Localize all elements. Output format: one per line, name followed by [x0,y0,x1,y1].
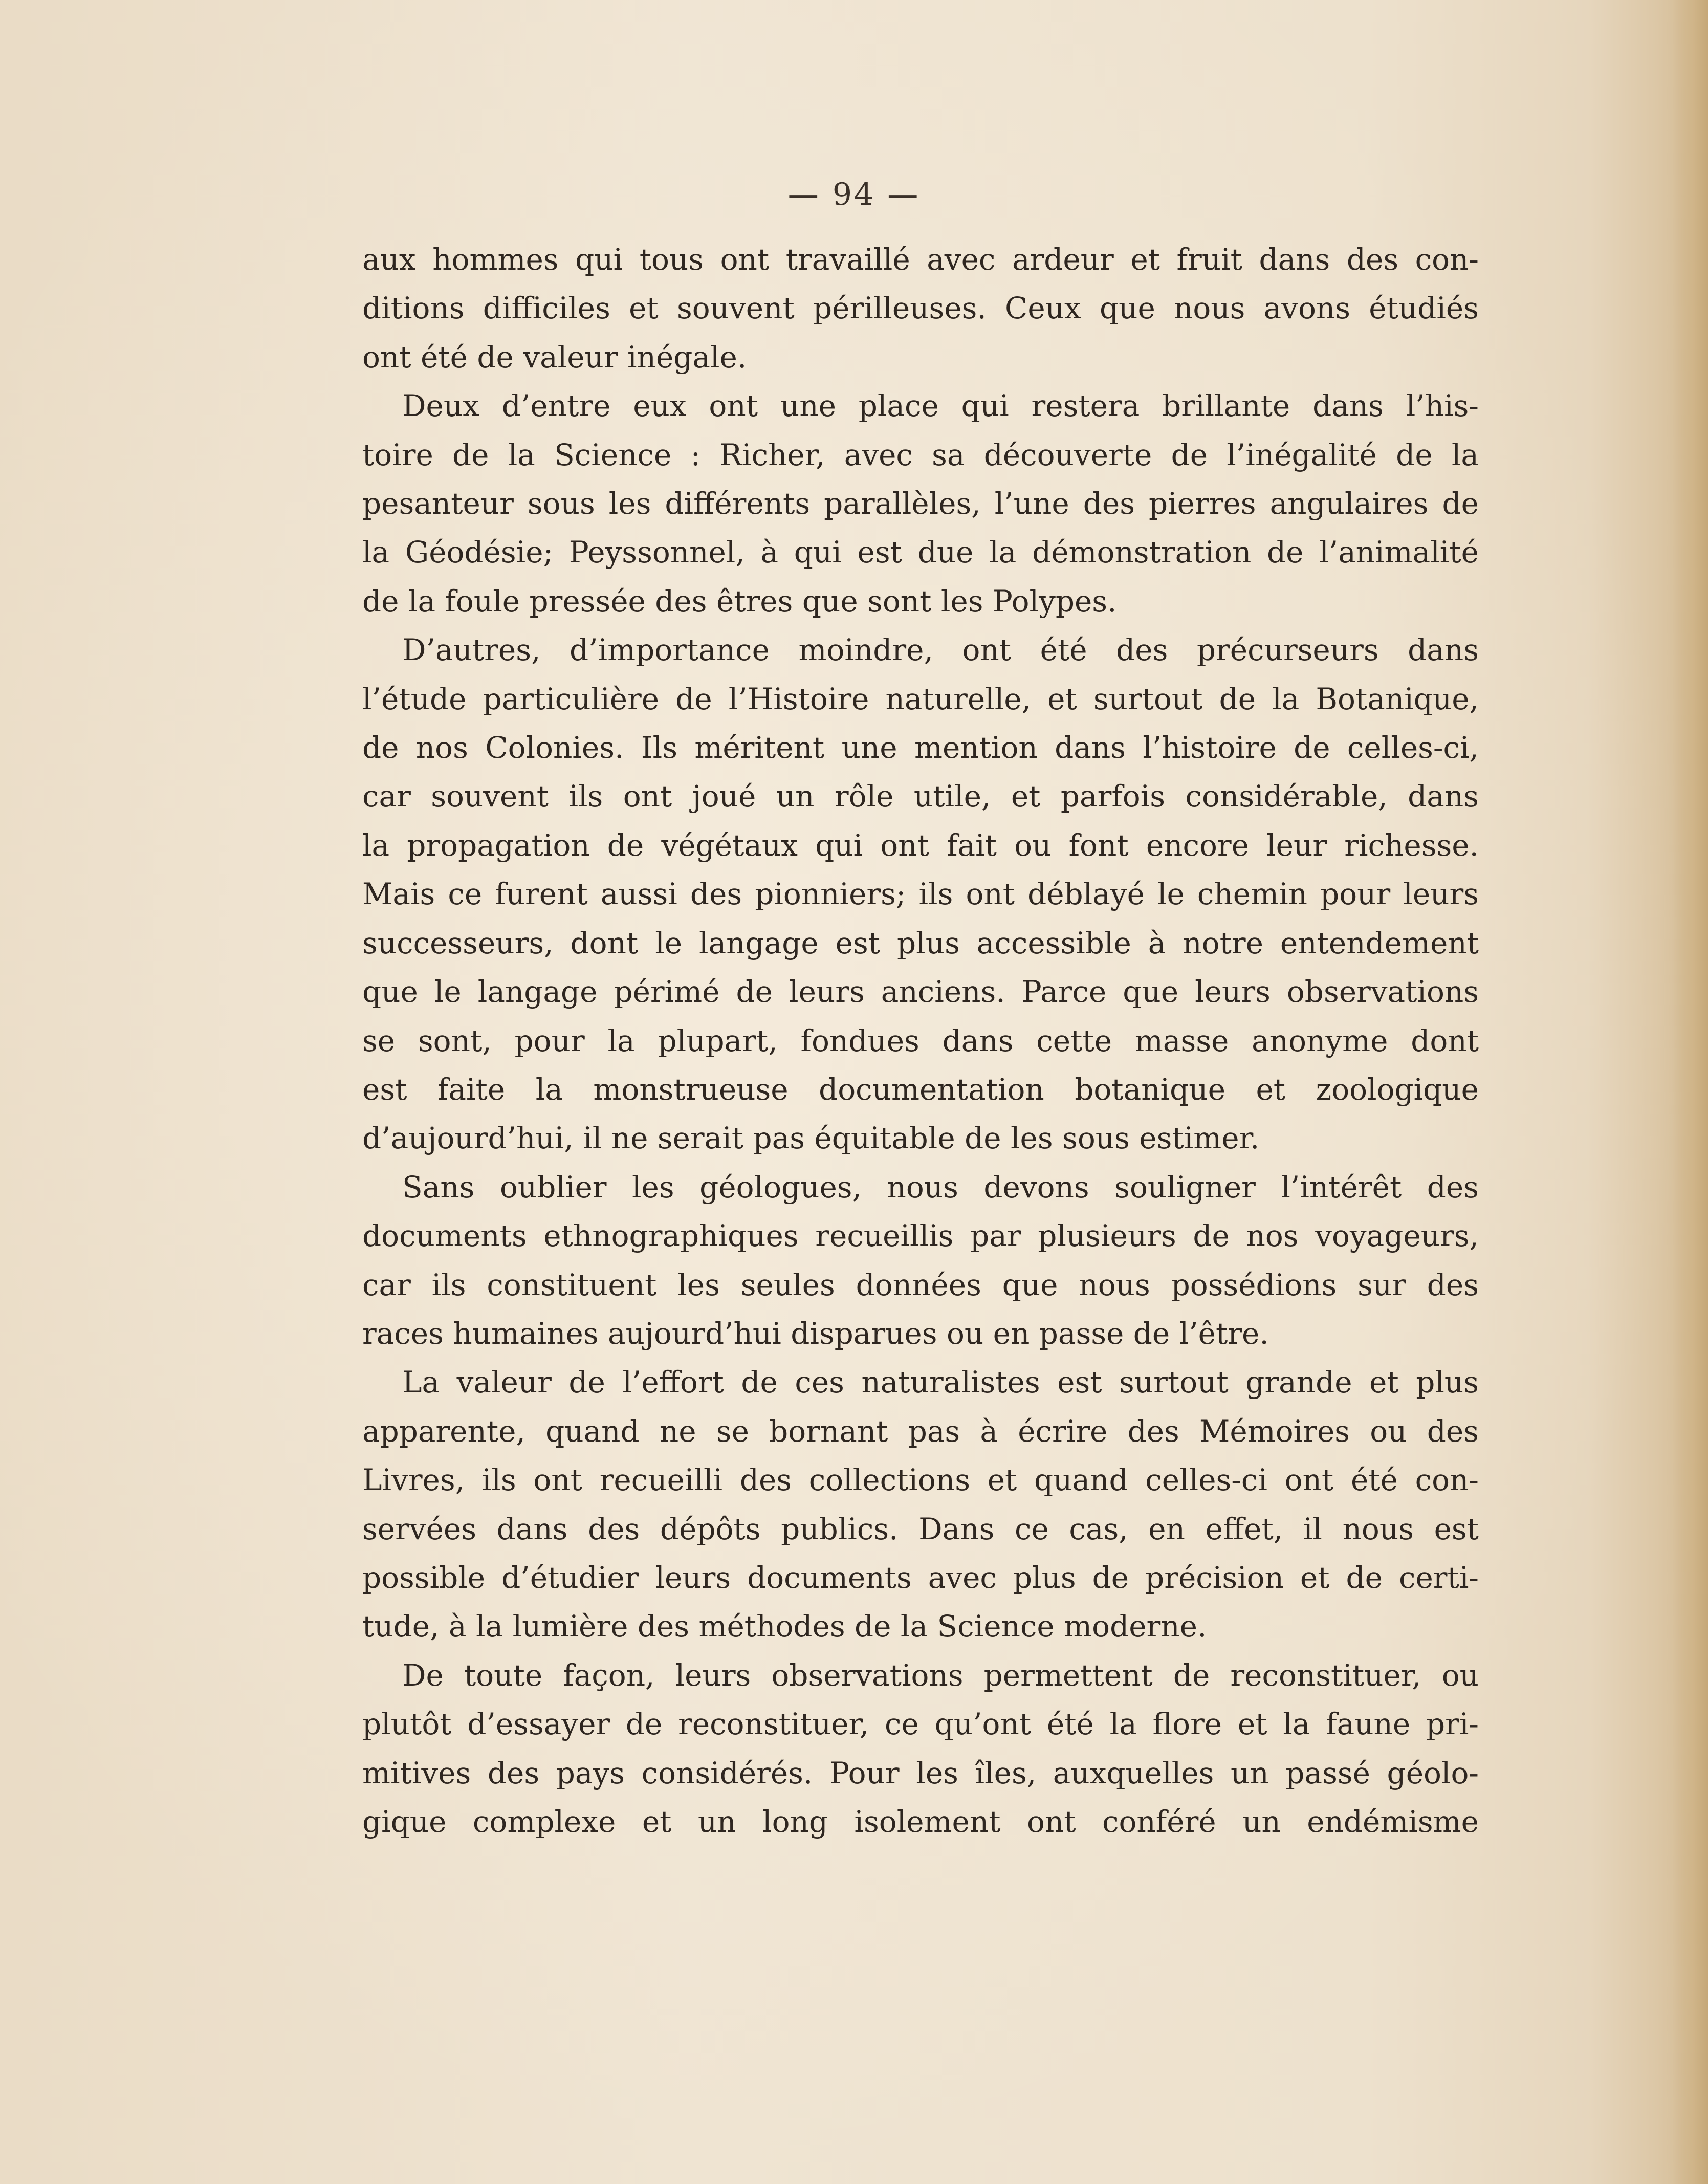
text-line: toire de la Science : Richer, avec sa découverte de l’inégalité de la [362,437,1479,472]
page-edge-shadow [1672,0,1708,2184]
text-line: plutôt d’essayer de reconstituer, ce qu’ont été la flore et la faune pri- [362,1707,1479,1742]
text-line: est faite la monstrueuse documentation botanique et zoologique [362,1072,1479,1107]
text-line: car souvent ils ont joué un rôle utile, et parfois considérable, dans [362,779,1479,814]
text-line: apparente, quand ne se bornant pas à écrire des Mémoires ou des [362,1413,1479,1449]
text-line: pesanteur sous les différents parallèles, l’une des pierres angulaires de [362,486,1479,521]
text-line: car ils constituent les seules données que nous possédions sur des [362,1267,1479,1302]
text-line: de la foule pressée des êtres que sont les Polypes. [362,583,1117,619]
text-line: ditions difficiles et souvent périlleuses. Ceux que nous avons étudiés [362,291,1479,326]
text-line: l’étude particulière de l’Histoire naturelle, et surtout de la Botanique, [362,681,1479,716]
text-line: races humaines aujourd’hui disparues ou en passe de l’être. [362,1316,1269,1351]
text-line: se sont, pour la plupart, fondues dans cette masse anonyme dont [362,1023,1479,1058]
text-line: possible d’étudier leurs documents avec plus de précision et de certi- [362,1560,1479,1595]
text-line: documents ethnographiques recueillis par plusieurs de nos voyageurs, [362,1218,1479,1254]
body-text [362,235,1479,1846]
text-line: Sans oublier les géologues, nous devons souligner l’intérêt des [402,1169,1479,1205]
text-line: gique complexe et un long isolement ont conféré un endémisme [362,1804,1479,1839]
text-line: La valeur de l’effort de ces naturalistes est surtout grande et plus [402,1365,1479,1400]
text-line: aux hommes qui tous ont travaillé avec ardeur et fruit dans des con- [362,242,1479,277]
text-line: servées dans des dépôts publics. Dans ce cas, en effet, il nous est [362,1511,1479,1546]
text-line: d’aujourd’hui, il ne serait pas équitable de les sous estimer. [362,1121,1260,1156]
text-line: D’autres, d’importance moindre, ont été des précurseurs dans [402,632,1479,668]
text-line: la propagation de végétaux qui ont fait ou font encore leur richesse. [362,827,1479,863]
text-line: mitives des pays considérés. Pour les îles, auxquelles un passé géolo- [362,1755,1479,1790]
text-line: Mais ce furent aussi des pionniers; ils ont déblayé le chemin pour leurs [362,877,1479,912]
text-line: ont été de valeur inégale. [362,339,747,375]
text-line: De toute façon, leurs observations permettent de reconstituer, ou [402,1657,1479,1693]
text-line: la Géodésie; Peyssonnel, à qui est due la démonstration de l’animalité [362,535,1479,570]
text-line: de nos Colonies. Ils méritent une mention dans l’histoire de celles-ci, [362,730,1479,766]
text-line: Deux d’entre eux ont une place qui restera brillante dans l’his- [402,388,1479,424]
text-line: successeurs, dont le langage est plus accessible à notre entendement [362,925,1479,960]
text-line: que le langage périmé de leurs anciens. Parce que leurs observations [362,974,1479,1010]
text-line: tude, à la lumière des méthodes de la Science moderne. [362,1609,1207,1644]
page-number: — 94 — [787,177,921,212]
text-line: Livres, ils ont recueilli des collections et quand celles-ci ont été con- [362,1462,1479,1498]
